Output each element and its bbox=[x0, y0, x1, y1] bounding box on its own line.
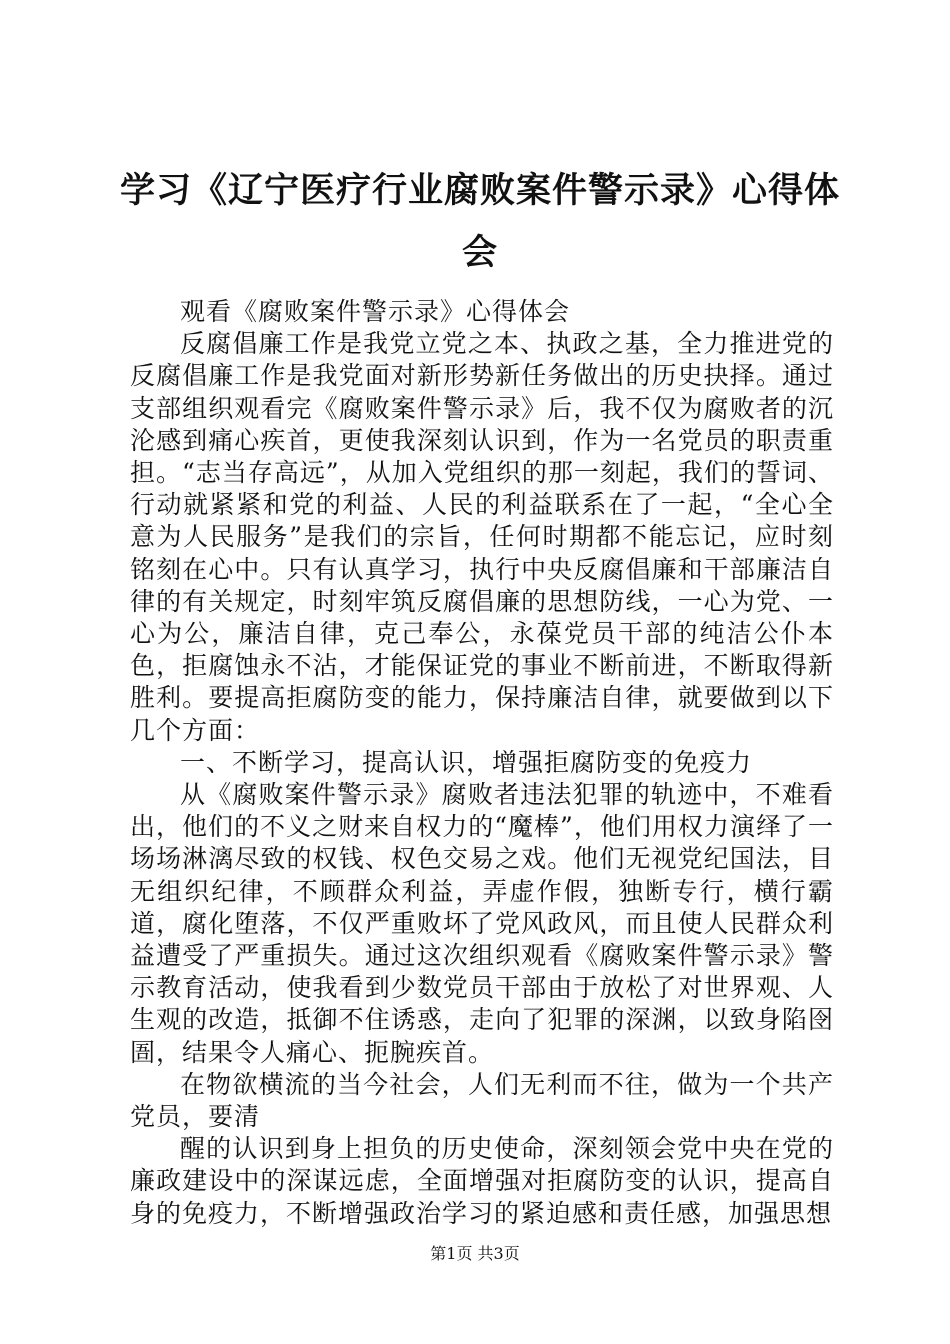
document-body bbox=[130, 296, 834, 1230]
paragraph-society: 在物欲横流的当今社会，人们无利而不往，做为一个共产党员，要清 bbox=[130, 1069, 834, 1132]
page-number-footer: 第1页 共3页 bbox=[430, 1244, 520, 1263]
paragraph-intro: 反腐倡廉工作是我党立党之本、执政之基，全力推进党的反腐倡廉工作是我党面对新形势新任务做出的历史抉择。通过支部组织观看完《腐败案件警示录》后，我不仅为腐败者的沉沦感到痛心疾首，更使我深刻认识到，作为一名党员的职责重担。“志当存高远”，从加入党组织的那一刻起，我们的誓词、行动就紧紧和党的利益、人民的利益联系在了一起，“全心全意为人民服务”是我们的宗旨，任何时期都不能忘记，应时刻铭刻在心中。只有认真学习，执行中央反腐倡廉和干部廉洁自律的有关规定，时刻牢筑反腐倡廉的思想防线，一心为党、一心为公，廉洁自律，克己奉公，永葆党员干部的纯洁公仆本色，拒腐蚀永不沾，才能保证党的事业不断前进，不断取得新胜利。要提高拒腐防变的能力，保持廉洁自律，就要做到以下几个方面： bbox=[130, 329, 834, 745]
paragraph-subtitle: 观看《腐败案件警示录》心得体会 bbox=[180, 297, 571, 326]
paragraph-continued: 醒的认识到身上担负的历史使命，深刻领会党中央在党的廉政建设中的深谋远虑，全面增强对拒腐防变的认识，提高自身的免疫力，不断增强政治学习的紧迫感和责任感，加强思想 bbox=[130, 1134, 834, 1228]
document-title: 学习《辽宁医疗行业腐败案件警示录》心得体会 bbox=[120, 171, 841, 273]
section-heading-1: 一、不断学习，提高认识，增强拒腐防变的免疫力 bbox=[180, 747, 753, 777]
paragraph-section-1: 从《腐败案件警示录》腐败者违法犯罪的轨迹中，不难看出，他们的不义之财来自权力的“魔棒”，他们用权力演绎了一场场淋漓尽致的权钱、权色交易之戏。他们无视党纪国法，目无组织纪律，不顾群众利益，弄虚作假，独断专行，横行霸道，腐化堕落，不仅严重败坏了党风政风，而且使人民群众利益遭受了严重损失。通过这次组织观看《腐败案件警示录》警示教育活动，使我看到少数党员干部由于放松了对世界观、人生观的改造，抵御不住诱惑，走向了犯罪的深渊，以致身陷囹圄，结果令人痛心、扼腕疾首。 bbox=[130, 780, 834, 1067]
